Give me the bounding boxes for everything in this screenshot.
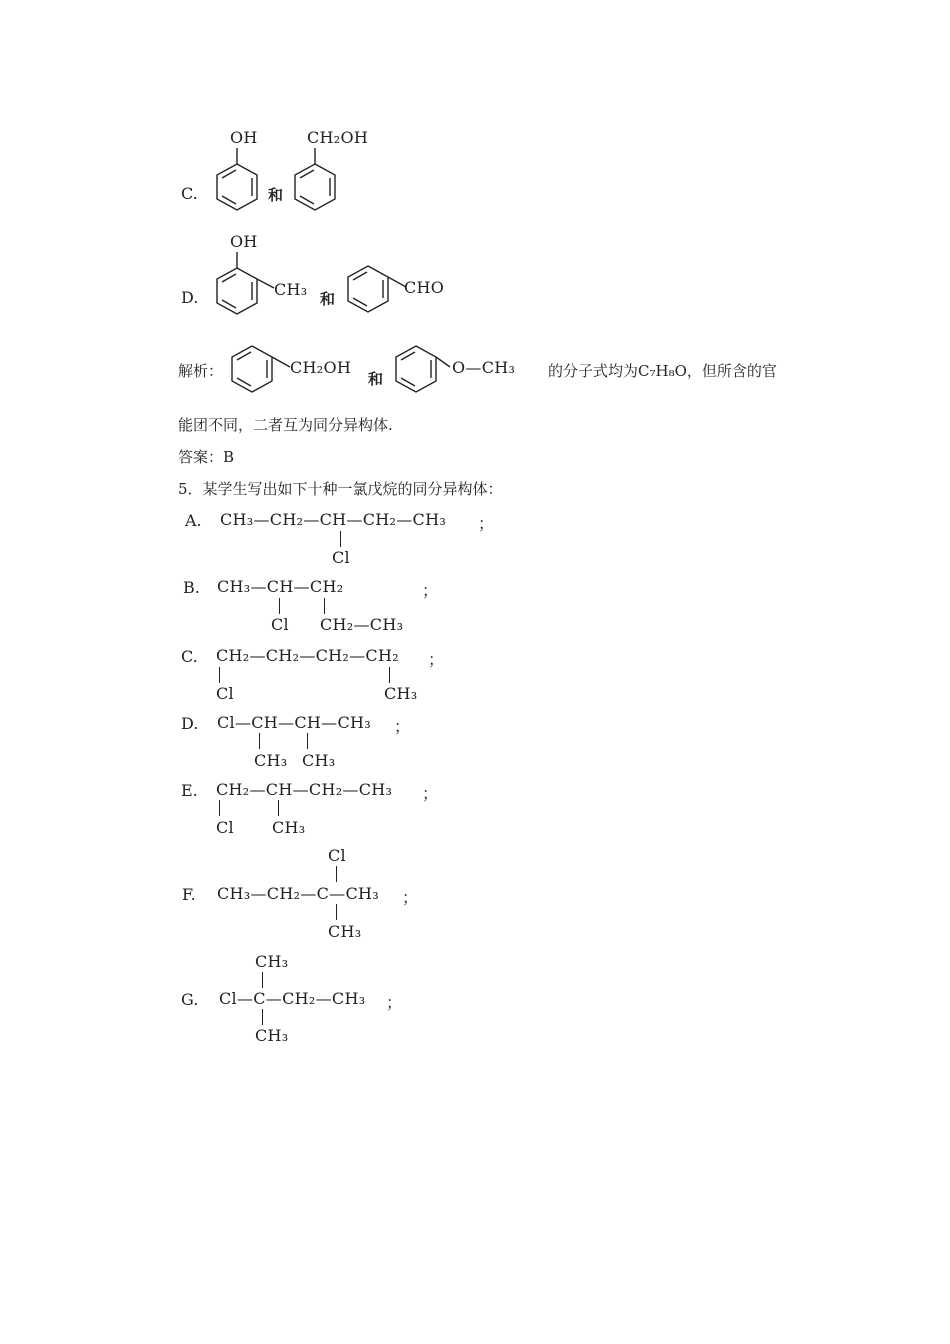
- isomer-a-label: A.: [185, 511, 202, 530]
- isomer-g-formula: Cl—C—CH₂—CH₃: [219, 989, 366, 1008]
- isomer-d-substituent-2: CH₃: [302, 751, 336, 770]
- isomer-c-label: C.: [181, 647, 198, 666]
- semicolon: ；: [428, 650, 445, 669]
- option-c-label: C.: [181, 184, 198, 203]
- benzene-ring-icon: [290, 148, 340, 224]
- bond-line: [259, 733, 260, 749]
- isomer-f-substituent-bottom: CH₃: [328, 922, 362, 941]
- analysis-line2: 能团不同，二者互为同分异构体.: [178, 416, 393, 434]
- isomer-a-substituent: Cl: [332, 548, 350, 567]
- bond-line: [278, 800, 279, 816]
- benzene-ring-icon: [212, 148, 262, 224]
- bond-line: [279, 598, 280, 614]
- option-d-label: D.: [181, 288, 199, 307]
- bond-line: [389, 667, 390, 683]
- bond-line: [307, 733, 308, 749]
- isomer-e-substituent-1: Cl: [216, 818, 234, 837]
- isomer-b-label: B.: [183, 578, 200, 597]
- semicolon: ；: [394, 717, 411, 736]
- substituent-oh: OH: [230, 128, 258, 147]
- bond-line: [219, 667, 220, 683]
- isomer-b-substituent-1: Cl: [271, 615, 289, 634]
- isomer-d-formula: Cl—CH—CH—CH₃: [217, 713, 371, 732]
- substituent-ch2oh: CH₂OH: [290, 358, 352, 377]
- isomer-f-formula: CH₃—CH₂—C—CH₃: [217, 884, 379, 903]
- semicolon: ；: [478, 514, 495, 533]
- isomer-e-formula: CH₂—CH—CH₂—CH₃: [216, 780, 393, 799]
- conjunction-and: 和: [320, 290, 336, 308]
- isomer-f-label: F.: [182, 885, 196, 904]
- isomer-d-substituent-1: CH₃: [254, 751, 288, 770]
- answer: 答案：B: [178, 448, 235, 466]
- isomer-e-substituent-2: CH₃: [272, 818, 306, 837]
- isomer-d-label: D.: [181, 714, 199, 733]
- bond-line: [336, 904, 337, 920]
- isomer-g-substituent-bottom: CH₃: [255, 1026, 289, 1045]
- analysis-line1: 的分子式均为C₇H₈O，但所含的官: [548, 362, 777, 380]
- isomer-e-label: E.: [181, 781, 198, 800]
- semicolon: ；: [386, 993, 403, 1012]
- substituent-cho: CHO: [404, 278, 445, 297]
- bond-line: [324, 598, 325, 614]
- bond-line: [340, 531, 341, 547]
- isomer-c-formula: CH₂—CH₂—CH₂—CH₂: [216, 646, 399, 665]
- isomer-b-substituent-2: CH₂—CH₃: [320, 615, 404, 634]
- semicolon: ；: [402, 888, 419, 907]
- isomer-c-substituent-2: CH₃: [384, 684, 418, 703]
- bond-line: [219, 800, 220, 816]
- analysis-prefix: 解析：: [178, 362, 224, 380]
- isomer-g-label: G.: [181, 990, 199, 1009]
- substituent-ch2oh: CH₂OH: [307, 128, 369, 147]
- substituent-oh: OH: [230, 232, 258, 251]
- bond-line: [262, 972, 263, 988]
- bond-line: [262, 1009, 263, 1025]
- conjunction-and: 和: [268, 186, 284, 204]
- semicolon: ；: [422, 784, 439, 803]
- isomer-f-substituent-top: Cl: [328, 846, 346, 865]
- substituent-och3: O—CH₃: [452, 358, 516, 377]
- substituent-ch3: CH₃: [274, 280, 308, 299]
- isomer-a-formula: CH₃—CH₂—CH—CH₂—CH₃: [220, 510, 447, 529]
- isomer-c-substituent-1: Cl: [216, 684, 234, 703]
- isomer-b-formula: CH₃—CH—CH₂: [217, 577, 344, 596]
- question-5-stem: 5．某学生写出如下十种一氯戊烷的同分异构体：: [178, 480, 503, 498]
- conjunction-and: 和: [368, 370, 384, 388]
- bond-line: [336, 866, 337, 882]
- semicolon: ；: [422, 581, 439, 600]
- isomer-g-substituent-top: CH₃: [255, 952, 289, 971]
